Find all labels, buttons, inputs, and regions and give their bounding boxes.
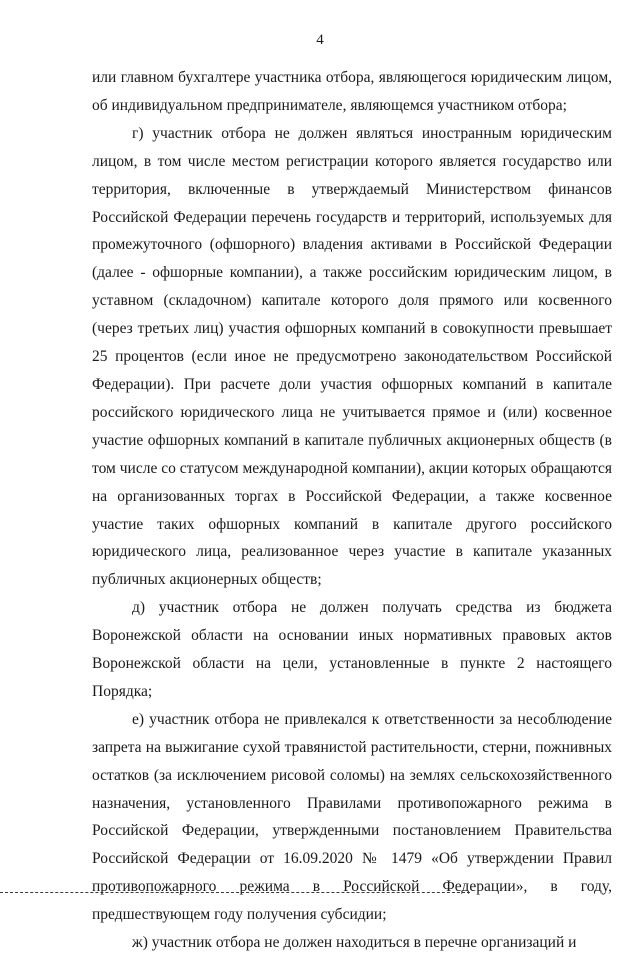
paragraph-d: д) участник отбора не должен получать средства из бюджета Воронежской области на основании иных нормативных правовых актов Воронежской области на цели, установленные в пункте 2 настоящего Порядка; [92, 599, 612, 700]
page-number: 4 [316, 32, 324, 48]
paragraph-g: г) участник отбора не должен являться иностранным юридическим лицом, в том числе местом регистрации которого является государство или территория, включенные в утверждаемый Министерством финансов Российской Федерации перечень государств и территорий, используемых для промежуточного (офшорного) владения активами в Российской Федерации (далее - офшорные компании), а также российским юридическим лицом, в уставном (складочном) капитале которого доля прямого или косвенного (через третьих лиц) участия офшорных компаний в совокупности превышает 25 процентов (если иное не предусмотрено законодательством Российской Федерации). При расчете доли участия офшорных компаний в капитале российского юридического лица не учитывается прямое и (или) косвенное участие офшорных компаний в капитале публичных акционерных обществ (в том числе со статусом международной компании), акции которых обращаются на организованных торгах в Российской Федерации, а также косвенное участие таких офшорных компаний в капитале другого российского юридического лица, реализованное через участие в капитале указанных публичных акционерных обществ; [92, 124, 612, 589]
paragraph-e: е) участник отбора не привлекался к ответственности за несоблюдение запрета на выжигание сухой травянистой растительности, стерни, пожнивных остатков (за исключением рисовой соломы) на землях сельскохозяйственного назначения, установленного Правилами противопожарного режима в Российской Федерации, утвержденными постановлением Правительства Российской Федерации от 16.09.2020 № 1479 «Об утверждении Правил противопожарного режима в Российской Федерации», в году, предшествующем году получения субсидии; [92, 710, 612, 924]
paragraph-zh: ж) участник отбора не должен находиться в перечне организаций и [132, 934, 577, 952]
scan-edge-line [0, 892, 470, 893]
paragraph-continuation: или главном бухгалтере участника отбора, являющегося юридическим лицом, об индивидуальном предпринимателе, являющемся участником отбора; [92, 69, 612, 114]
document-body [92, 64, 612, 957]
